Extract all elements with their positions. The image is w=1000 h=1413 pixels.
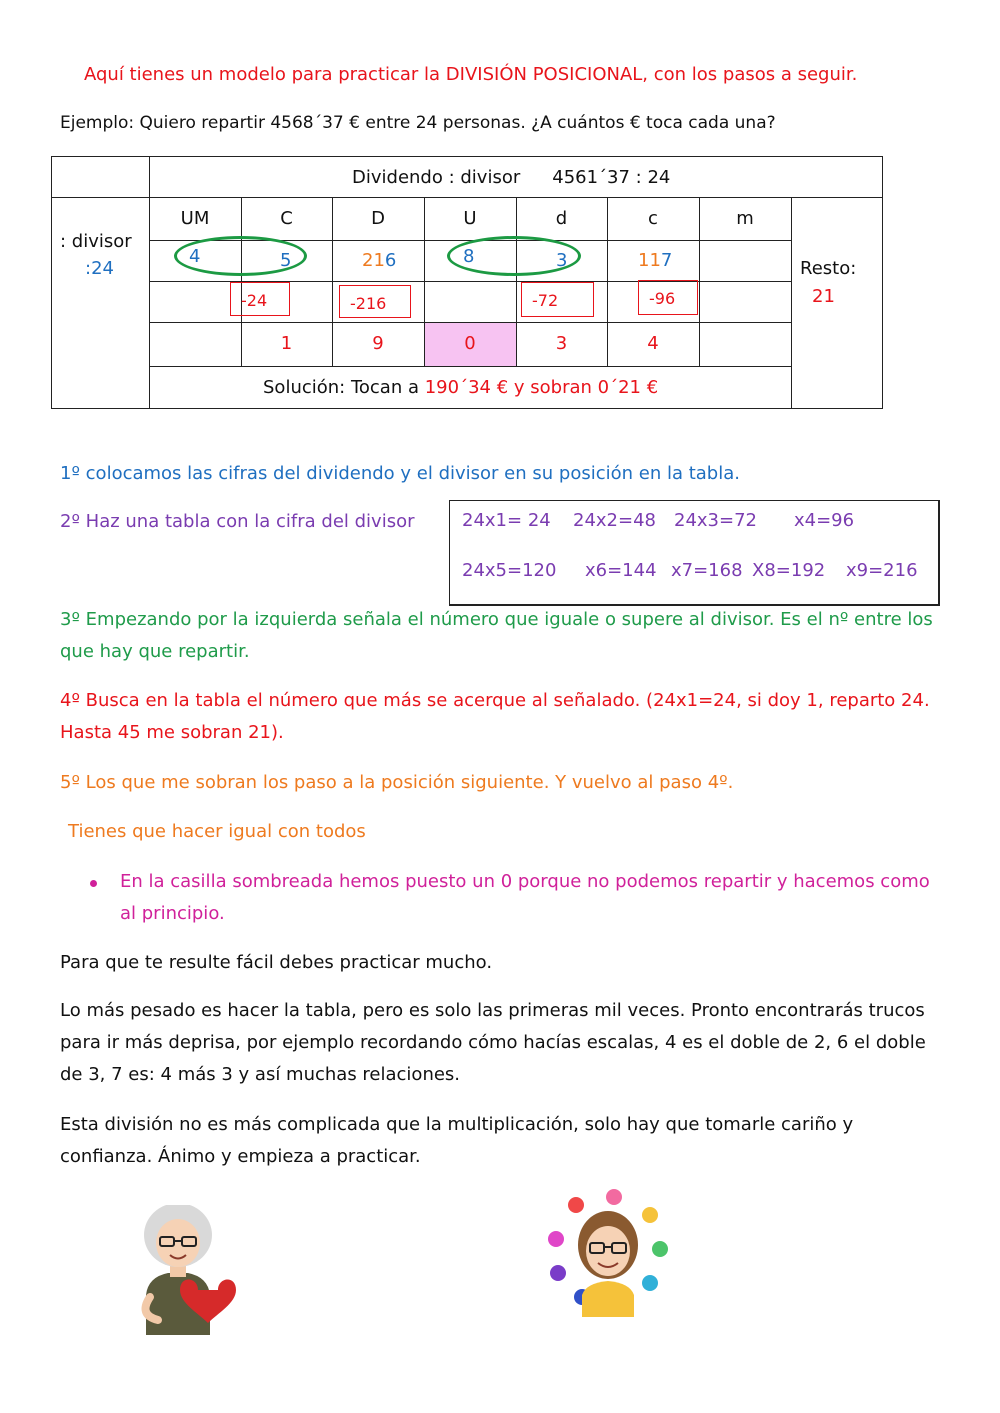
- quotient-digit: 4: [647, 333, 659, 354]
- step-6: Tienes que hacer igual con todos: [68, 821, 366, 842]
- digit-u: 8: [463, 246, 475, 267]
- teacher-heart-avatar-icon: [128, 1205, 238, 1335]
- mult-fact: 24x2=48: [573, 510, 656, 531]
- divisor-label: : divisor: [60, 231, 132, 252]
- solution-value: 190´34 € y sobran 0´21 €: [424, 377, 659, 398]
- mult-fact: 24x1= 24: [462, 510, 551, 531]
- col-header-m: m: [736, 208, 754, 229]
- digit-um: 4: [189, 246, 201, 267]
- digit-d-value: 6: [384, 250, 397, 271]
- resto-label: Resto:: [800, 258, 857, 279]
- digit-cc-value: 7: [660, 250, 673, 271]
- teacher-hearts-avatar-icon: [542, 1187, 672, 1317]
- step-5: 5º Los que me sobran los paso a la posición siguiente. Y vuelvo al paso 4º.: [60, 772, 734, 793]
- header-label: Dividendo : divisor: [352, 167, 521, 188]
- digit-dd: 3: [556, 250, 568, 271]
- quotient-digit: 0: [464, 333, 476, 354]
- col-header-u: U: [463, 208, 477, 229]
- col-header-c-small: c: [648, 208, 658, 229]
- table-frame: [51, 156, 883, 409]
- digit-d: [362, 250, 396, 271]
- quotient-digit: 9: [372, 333, 384, 354]
- col-header-c: C: [280, 208, 293, 229]
- mult-fact: x9=216: [846, 560, 918, 581]
- subtraction-box: -72: [521, 282, 594, 317]
- step-3: 3º Empezando por la izquierda señala el número que iguale o supere al divisor. Es el nº entre los que hay que repartir.: [60, 609, 933, 662]
- quotient-digit: 1: [280, 333, 293, 354]
- resto-value: 21: [812, 286, 835, 307]
- mult-fact: X8=192: [752, 560, 826, 581]
- bullet-text: En la casilla sombreada hemos puesto un 0 porque no podemos repartir y hacemos como al principio.: [120, 871, 930, 924]
- subtraction-box: -24: [230, 282, 290, 316]
- step-1: 1º colocamos las cifras del dividendo y el divisor en su posición en la tabla.: [60, 463, 740, 484]
- solution-text: [263, 377, 658, 398]
- mult-fact: 24x3=72: [674, 510, 757, 531]
- digit-cc: [638, 250, 672, 271]
- mult-fact: 24x5=120: [462, 560, 557, 581]
- digit-c: 5: [280, 250, 292, 271]
- step-4: 4º Busca en la tabla el número que más se acerque al señalado. (24x1=24, si doy 1, reparto 24. Hasta 45 me sobran 21).: [60, 690, 930, 743]
- paragraph-3: Esta división no es más complicada que la multiplicación, solo hay que tomarle cariño y confianza. Ánimo y empieza a practicar.: [60, 1114, 854, 1167]
- mult-fact: x7=168: [671, 560, 743, 581]
- step-2: 2º Haz una tabla con la cifra del divisor: [60, 511, 415, 532]
- col-header-d: D: [371, 208, 385, 229]
- subtraction-box: -96: [638, 280, 698, 315]
- paragraph-2: Lo más pesado es hacer la tabla, pero es solo las primeras mil veces. Pronto encontrarás trucos para ir más deprisa, por ejemplo recordando cómo hacías escalas, 4 es el doble de 2, 6 el doble de 3, 7 es: 4 más 3 y así muchas relaciones.: [60, 1000, 926, 1085]
- bullet-icon: [90, 880, 97, 887]
- divisor-value: :24: [85, 258, 114, 279]
- subtraction-box: -216: [339, 285, 411, 318]
- paragraph-1: Para que te resulte fácil debes practicar mucho.: [60, 952, 493, 973]
- header-value: 4561´37 : 24: [552, 167, 671, 188]
- mult-fact: x4=96: [794, 510, 855, 531]
- example-text: Ejemplo: Quiero repartir 4568´37 € entre 24 personas. ¿A cuántos € toca cada una?: [60, 113, 776, 133]
- page-title: Aquí tienes un modelo para practicar la DIVISIÓN POSICIONAL, con los pasos a seguir.: [84, 64, 858, 85]
- solution-prefix: Solución: Tocan a: [263, 377, 425, 398]
- col-header-um: UM: [180, 208, 210, 229]
- digit-cc-carry: 11: [638, 250, 661, 271]
- table-header: [352, 167, 670, 188]
- mult-fact: x6=144: [585, 560, 657, 581]
- digit-d-carry: 21: [362, 250, 385, 271]
- quotient-digit: 3: [555, 333, 568, 354]
- col-header-d-small: d: [555, 208, 568, 229]
